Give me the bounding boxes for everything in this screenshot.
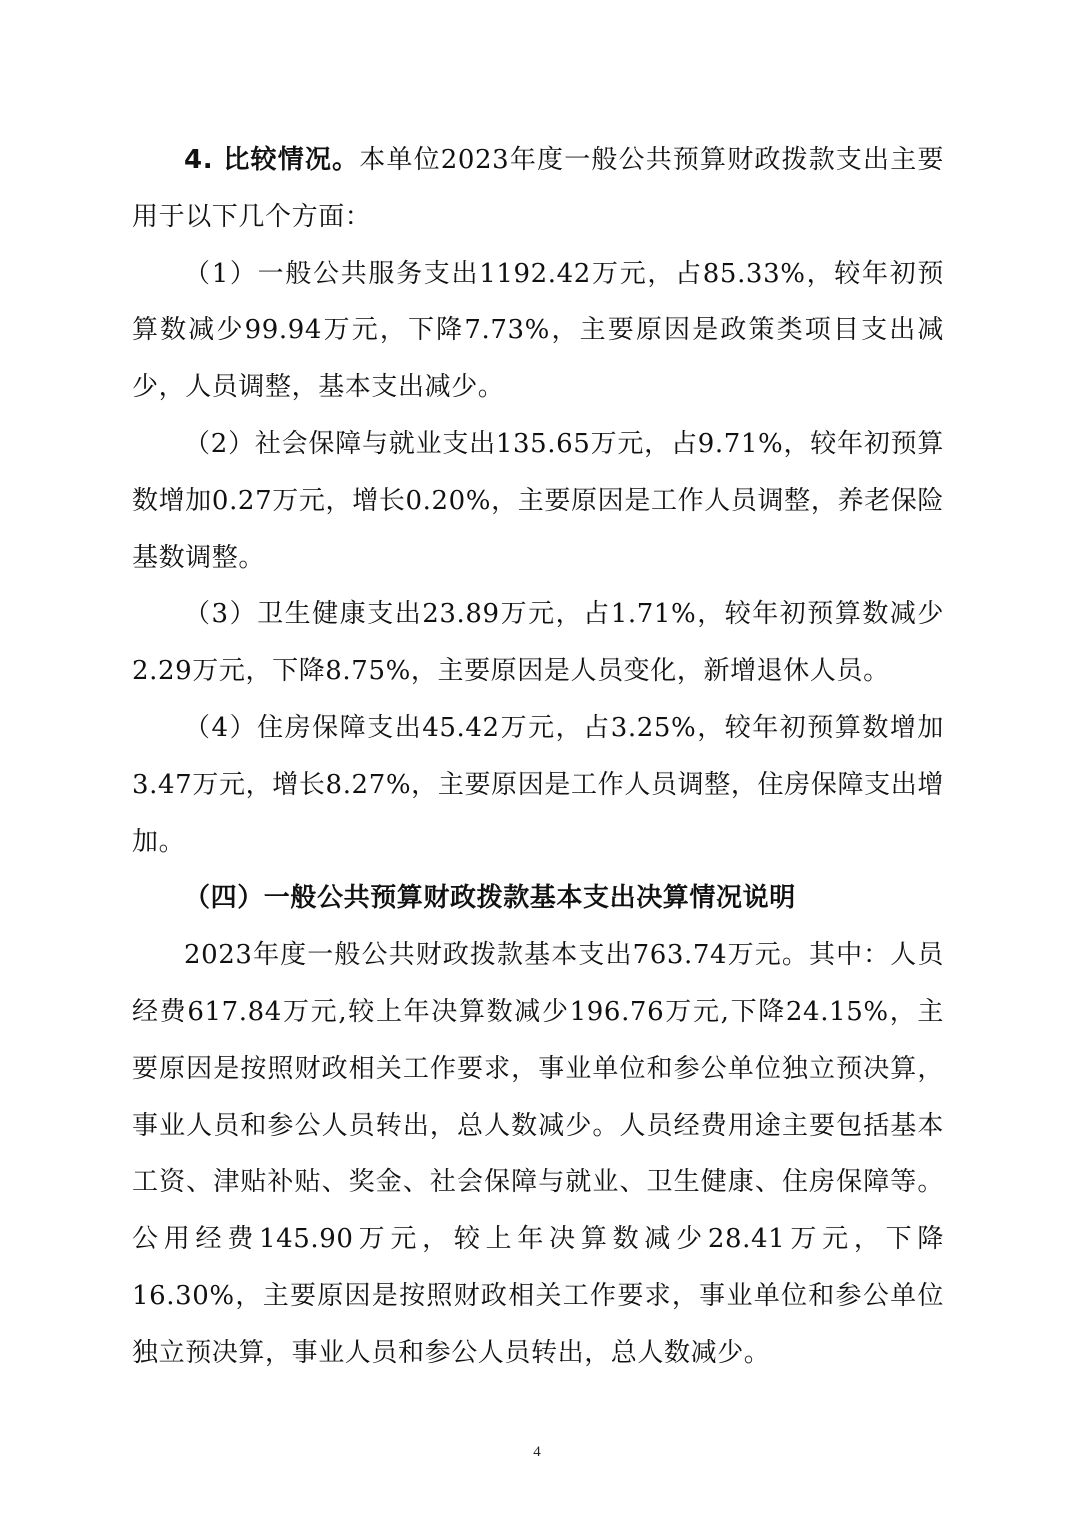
page-number: 4 <box>533 1444 541 1460</box>
item-housing: （4）住房保障支出45.42万元，占3.25%，较年初预算数增加3.47万元，增长8.27%，主要原因是工作人员调整，住房保障支出增加。 <box>132 712 944 857</box>
comparison-lead: 4. 比较情况。 <box>184 145 360 175</box>
item-general-public-services: （1）一般公共服务支出1192.42万元，占85.33%，较年初预算数减少99.94万元，下降7.73%，主要原因是政策类项目支出减少，人员调整，基本支出减少。 <box>132 258 944 403</box>
document-body <box>132 132 944 1382</box>
comparison-intro-text: 本单位2023年度一般公共预算财政拨款支出主要用于以下几个方面： <box>132 145 944 232</box>
basic-expense-paragraph: 2023年度一般公共财政拨款基本支出763.74万元。其中：人员经费617.84万元,较上年决算数减少196.76万元,下降24.15%，主要原因是按照财政相关工作要求，事业单位和参公单位独立预决算，事业人员和参公人员转出，总人数减少。人员经费用途主要包括基本工资、津贴补贴、奖金、社会保障与就业、卫生健康、住房保障等。公用经费145.90万元，较上年决算数减少28.41万元，下降16.30%，主要原因是按照财政相关工作要求，事业单位和参公单位独立预决算，事业人员和参公人员转出，总人数减少。 <box>132 940 944 1368</box>
section-heading: （四）一般公共预算财政拨款基本支出决算情况说明 <box>184 883 796 914</box>
item-health: （3）卫生健康支出23.89万元，占1.71%，较年初预算数减少2.29万元，下降8.75%，主要原因是人员变化，新增退休人员。 <box>132 599 944 687</box>
item-social-security: （2）社会保障与就业支出135.65万元，占9.71%，较年初预算数增加0.27万元，增长0.20%，主要原因是工作人员调整，养老保险基数调整。 <box>132 428 944 573</box>
comparison-intro-paragraph <box>132 132 944 246</box>
